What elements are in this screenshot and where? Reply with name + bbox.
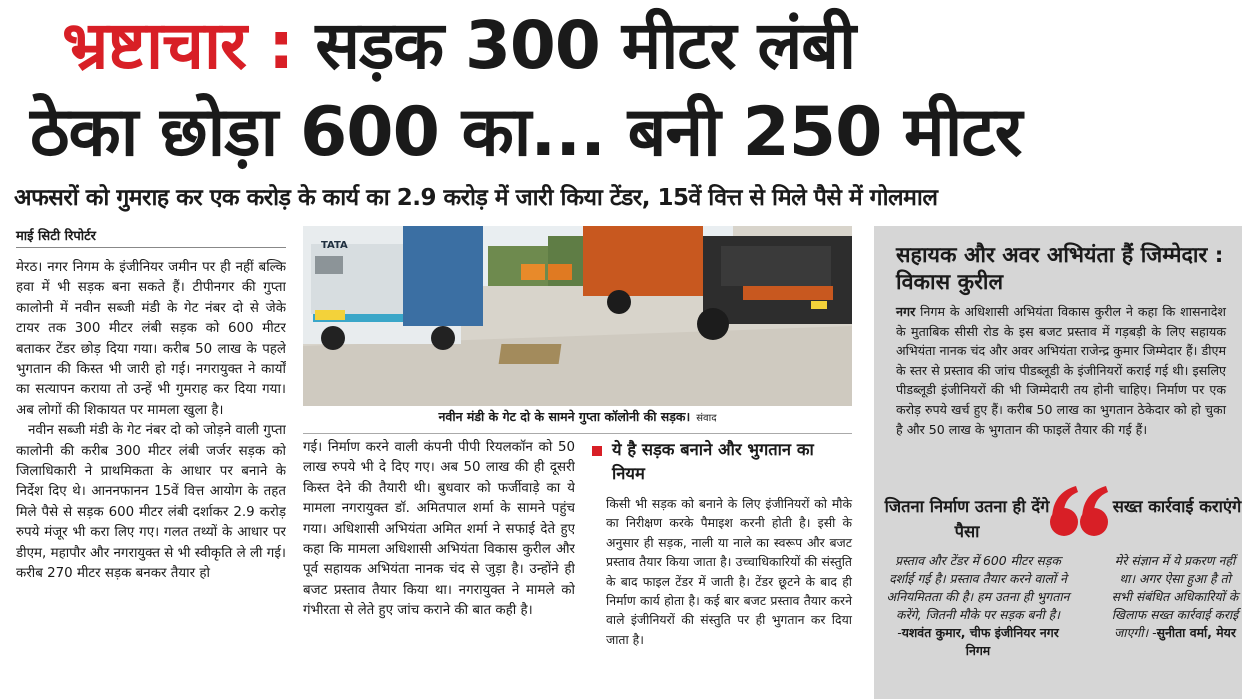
- quote-left-body: [884, 552, 1072, 660]
- caption-text: नवीन मंडी के गेट दो के सामने गुप्ता कॉलोनी की सड़क।: [438, 409, 691, 424]
- photo-caption: [303, 408, 852, 434]
- rules-box: [590, 438, 852, 699]
- rules-body: किसी भी सड़क को बनाने के लिए इंजीनियरों को मौके का निरीक्षण करके पैमाइश करनी होती है। इसी के अनुसार ही सड़क, नाली या नाले का स्वरूप और बजट प्रस्ताव तैयार किया जाता है। उच्चाधिकारियों की संस्तुति के बाद फाइल टेंडर में जाती है। टेंडर छूटने के बाद ही निर्माण कार्य होता है। कई बार बजट प्रस्ताव तैयार करने वाले इंजीनियरों की संस्तुति पर ही भुगतान कर दिया जाता है।: [606, 496, 852, 647]
- sidebar-text: निगम के अधिशासी अभियंता विकास कुरील ने कहा कि शासनादेश के मुताबिक सीसी रोड के इस बजट प्रस्ताव में गड़बड़ी के लिए सहायक अभियंता नानक चंद और अवर अभियंता राजेन्द्र कुमार जिम्मेदार हैं। डीएम के स्तर से प्रस्ताव की जांच पीडब्लूडी के इंजीनियरों कराई गई थी। इसलिए पीडब्लूडी इंजीनियरों की भी जिम्मेदारी तय होनी चाहिए। निर्माण पर एक करोड़ रुपये खर्च हुए हैं। करीब 50 लाख का भुगतान ठेकेदार को हो चुका है और 50 लाख के भुगतान की फाइलें तैयार की गई हैं।: [896, 304, 1226, 437]
- quote-left-text: प्रस्ताव और टेंडर में 600 मीटर सड़क दर्शाई गई है। प्रस्ताव तैयार करने वालों ने अनियमितता की है। हम उतना ही भुगतान करेंगे, जितनी मौके पर सड़क बनी है। -: [886, 553, 1070, 640]
- square-bullet-icon: [592, 446, 602, 456]
- rules-heading: [590, 438, 852, 486]
- article-paragraph: मेरठ। नगर निगम के इंजीनियर जमीन पर ही नहीं बल्कि हवा में भी सड़क बना सकते हैं। टीपीनगर की गुप्ता कालोनी में नवीन सब्जी मंडी के गेट नंबर दो से जेके टायर तक 300 मीटर लंबी सड़क को 600 मीटर बताकर टेंडर छोड़ दिया गया। करीब 50 लाख के पहले भुगतान की किस्त भी जारी हो गई। नगरायुक्त ने कार्यों का सत्यापन कराया तो उन्हें भी गुमराह कर दिया गया। अब लोगों की शिकायत पर मामला खुला है।: [16, 260, 286, 418]
- headline-line-1: [62, 6, 855, 86]
- svg-text:TATA: TATA: [321, 240, 348, 251]
- road-trucks-illustration: [303, 226, 852, 406]
- quote-left-signature: यशवंत कुमार, चीफ इंजीनियर नगर निगम: [901, 625, 1059, 658]
- headline-line-1-text: सड़क 300 मीटर लंबी: [315, 7, 856, 84]
- subheadline: अफसरों को गुमराह कर एक करोड़ के कार्य का 2.9 करोड़ में जारी किया टेंडर, 15वें वित्त से मिले पैसे में गोलमाल: [14, 185, 938, 211]
- news-photo: [303, 226, 852, 406]
- sidebar-body: [896, 302, 1226, 439]
- rules-title: ये है सड़क बनाने और भुगतान का नियम: [612, 440, 814, 483]
- quote-right-heading: सख्त कार्रवाई कराएंगे: [1112, 497, 1242, 516]
- quote-left-heading: जितना निर्माण उतना ही देंगे पैसा: [884, 497, 1050, 541]
- article-paragraph: गई। निर्माण करने वाली कंपनी पीपी रियलकॉन को 50 लाख रुपये भी दे दिए गए। अब 50 लाख की ही दूसरी किस्त देने की तैयारी थी। बुधवार को फर्जीवाड़े का ये मामला नगरायुक्त डॉ. अमितपाल शर्मा के सामने पहुंच गया। अधिशासी अभियंता अमित शर्मा ने सफाई देते हुए कहा कि मामला अधिशासी अभियंता विकास कुरील और पूर्व सहायक अभियंता नानक चंद से जुड़ा है। उन्होंने ही बजट प्रस्ताव तैयार किया था। नगरायुक्त ने मामले को गंभीरता से लेते हुए जांच कराने की बात कही है।: [303, 440, 575, 619]
- sidebar-lead: नगर: [896, 304, 916, 319]
- sidebar-title: सहायक और अवर अभियंता हैं जिम्मेदार : विकास कुरील: [896, 243, 1224, 295]
- article-paragraph: नवीन सब्जी मंडी के गेट नंबर दो को जोड़ने वाली गुप्ता कालोनी की करीब 300 मीटर लंबी जर्जर सड़क को जिलाधिकारी ने प्राथमिकता के आधार पर बनाने के निर्देश दिए थे। आननफानन 15वें वित्त आयोग के तहत मिले पैसे से सड़क 600 मीटर लंबी दर्शाकर 2.9 करोड़ रुपये मंजूर भी करा लिए गए। गलत तथ्यों के आधार पर डीएम, महापौर और नगरायुक्त से भी स्वीकृति ले ली गई। करीब 270 मीटर सड़क बनकर तैयार हो: [16, 423, 286, 582]
- article-column-1: [16, 258, 286, 699]
- quote-mark-icon: [1044, 478, 1114, 548]
- headline-tag: भ्रष्टाचार :: [62, 7, 294, 84]
- quote-right-text: मेरे संज्ञान में ये प्रकरण नहीं था। अगर ऐसा हुआ है तो सभी संबंधित अधिकारियों के खिलाफ सख्त कार्रवाई कराई जाएगी। -: [1111, 553, 1239, 640]
- quote-right-signature: सुनीता वर्मा, मेयर: [1156, 625, 1236, 640]
- byline: माई सिटी रिपोर्टर: [16, 226, 286, 248]
- headline-line-2: ठेका छोड़ा 600 का... बनी 250 मीटर: [30, 93, 1022, 172]
- quote-right-body: [1108, 552, 1242, 642]
- headline: [0, 0, 1242, 178]
- article-column-2: [303, 438, 575, 699]
- photo-credit: संवाद: [696, 413, 717, 424]
